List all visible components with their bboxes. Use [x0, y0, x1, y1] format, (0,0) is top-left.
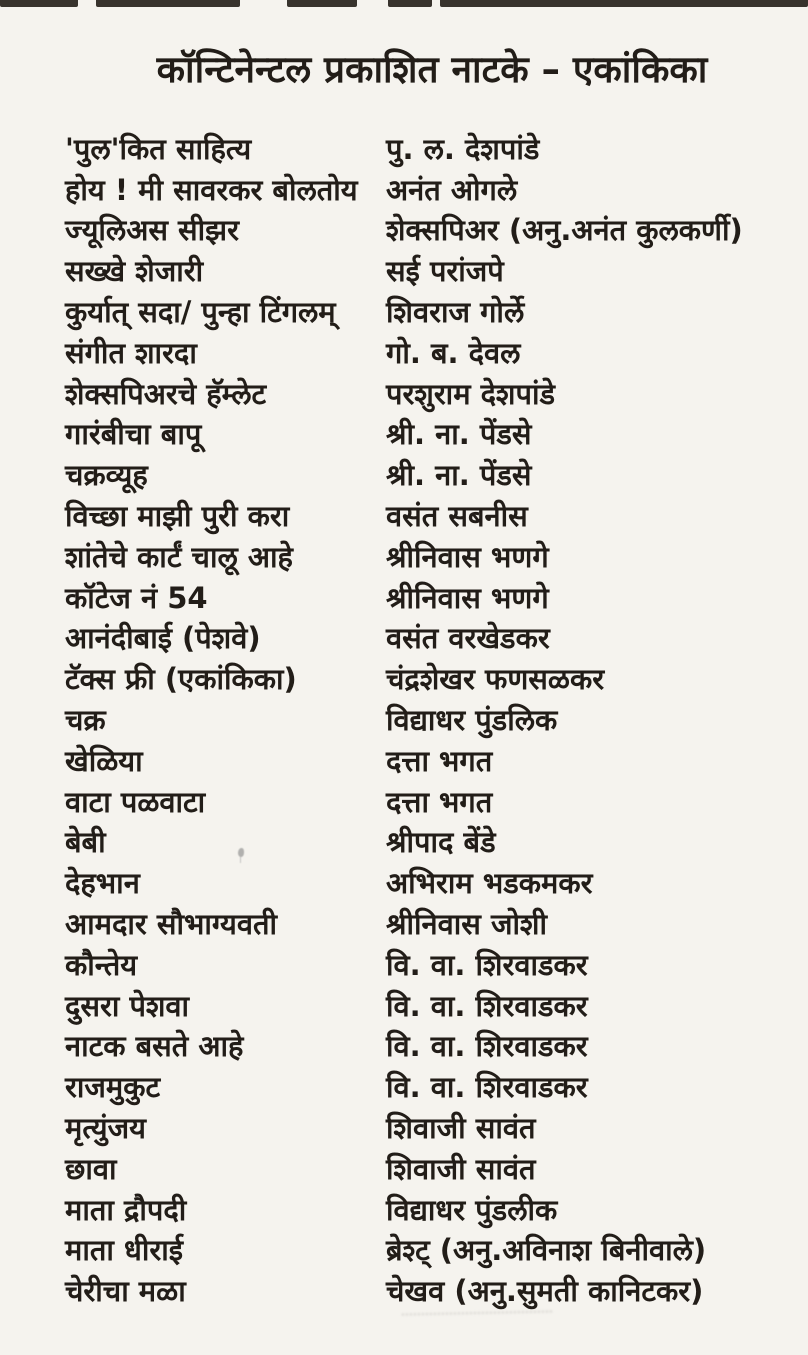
page-title: कॉन्टिनेन्टल प्रकाशित नाटके – एकांकिका [156, 48, 708, 91]
list-item [65, 658, 808, 699]
list-item [65, 373, 808, 414]
list-item [65, 944, 808, 985]
list-item [65, 291, 808, 332]
play-title: आनंदीबाई (पेशवे) [65, 621, 261, 656]
list-item [65, 454, 808, 495]
play-title: बेबी [65, 825, 106, 860]
play-title: छावा [65, 1151, 117, 1186]
play-title: गारंबीचा बापू [65, 417, 202, 452]
play-author: श्रीपाद बेंडे [386, 825, 496, 860]
list-item [65, 1148, 808, 1189]
play-title: कॉटेज नं 54 [65, 580, 208, 615]
play-author: ब्रेश्ट् (अनु.अविनाश बिनीवाले) [386, 1233, 707, 1268]
scan-edge-segment [388, 0, 432, 7]
play-author: वि. वा. शिरवाडकर [386, 947, 588, 982]
list-item [65, 699, 808, 740]
list-item [65, 740, 808, 781]
play-author: दत्ता भगत [386, 743, 493, 778]
play-author: श्री. ना. पेंडसे [386, 458, 532, 493]
list-item [65, 169, 808, 210]
play-author: वि. वा. शिरवाडकर [386, 1070, 588, 1105]
scan-speck-artifact [238, 848, 244, 857]
play-title: आमदार सौभाग्यवती [65, 907, 277, 942]
play-title: ज्यूलिअस सीझर [65, 213, 239, 248]
play-author: परशुराम देशपांडे [386, 376, 556, 411]
scan-smudge-artifact [402, 1310, 552, 1323]
list-item [65, 536, 808, 577]
play-author: सई परांजपे [386, 254, 504, 289]
play-list [65, 128, 808, 1311]
list-item [65, 781, 808, 822]
play-author: विद्याधर पुंडलिक [386, 703, 558, 738]
play-author: चंद्रशेखर फणसळकर [386, 662, 605, 697]
play-title: नाटक बसते आहे [65, 1029, 244, 1064]
play-title: टॅक्स फ्री (एकांकिका) [65, 662, 297, 697]
play-author: वि. वा. शिरवाडकर [386, 1029, 588, 1064]
play-author: शिवराज गोर्ले [386, 295, 525, 330]
play-title: विच्छा माझी पुरी करा [65, 499, 290, 534]
play-author: श्रीनिवास भणगे [386, 580, 549, 615]
play-author: वसंत सबनीस [386, 499, 528, 534]
play-author: अनंत ओगले [386, 172, 518, 207]
play-author: विद्याधर पुंडलीक [386, 1192, 558, 1227]
list-item [65, 618, 808, 659]
scan-edge-segment [287, 0, 357, 7]
play-author: शेक्सपिअर (अनु.अनंत कुलकर्णी) [386, 213, 743, 248]
play-title: देहभान [65, 866, 140, 901]
play-author: पु. ल. देशपांडे [386, 131, 540, 166]
list-item [65, 862, 808, 903]
list-item [65, 128, 808, 169]
list-item [65, 1107, 808, 1148]
list-item [65, 1230, 808, 1271]
play-title: माता धीराई [65, 1233, 183, 1268]
play-title: शेक्सपिअरचे हॅम्लेट [65, 376, 267, 411]
list-item [65, 495, 808, 536]
play-title: चक्र [65, 703, 106, 738]
play-title: कौन्तेय [65, 947, 138, 982]
play-title: कुर्यात् सदा/ पुन्हा टिंगलम् [65, 295, 336, 330]
scan-edge-segment [0, 0, 78, 7]
play-author: शिवाजी सावंत [386, 1151, 536, 1186]
play-title: राजमुकुट [65, 1070, 161, 1105]
play-title: चेरीचा मळा [65, 1274, 186, 1309]
list-item [65, 250, 808, 291]
play-title: खेळिया [65, 743, 143, 778]
list-item [65, 985, 808, 1026]
play-author: श्री. ना. पेंडसे [386, 417, 532, 452]
list-item [65, 577, 808, 618]
list-item [65, 332, 808, 373]
play-title: मृत्युंजय [65, 1111, 146, 1146]
play-author: वसंत वरखेडकर [386, 621, 550, 656]
play-author: श्रीनिवास भणगे [386, 539, 549, 574]
play-author: चेखव (अनु.सुमती कानिटकर) [386, 1274, 704, 1309]
play-author: वि. वा. शिरवाडकर [386, 988, 588, 1023]
play-author: श्रीनिवास जोशी [386, 907, 548, 942]
list-item [65, 1189, 808, 1230]
list-item [65, 1026, 808, 1067]
play-title: होय ! मी सावरकर बोलतोय [65, 172, 358, 207]
play-title: सख्खे शेजारी [65, 254, 204, 289]
play-author: दत्ता भगत [386, 784, 493, 819]
play-author: अभिराम भडकमकर [386, 866, 593, 901]
list-item [65, 1066, 808, 1107]
play-title: दुसरा पेशवा [65, 988, 190, 1023]
play-title: चक्रव्यूह [65, 458, 148, 493]
list-item [65, 1270, 808, 1311]
play-title: माता द्रौपदी [65, 1192, 187, 1227]
play-title: 'पुल'कित साहित्य [65, 131, 252, 166]
play-author: शिवाजी सावंत [386, 1111, 536, 1146]
play-title: शांतेचे कार्टं चालू आहे [65, 539, 293, 574]
list-item [65, 210, 808, 251]
play-author: गो. ब. देवल [386, 335, 521, 370]
scan-edge-segment [96, 0, 240, 7]
scan-edge-segment [440, 0, 808, 7]
play-title: वाटा पळवाटा [65, 784, 206, 819]
play-title: संगीत शारदा [65, 335, 197, 370]
list-item [65, 414, 808, 455]
list-item [65, 822, 808, 863]
scan-edge-artifact [0, 0, 808, 8]
list-item [65, 903, 808, 944]
